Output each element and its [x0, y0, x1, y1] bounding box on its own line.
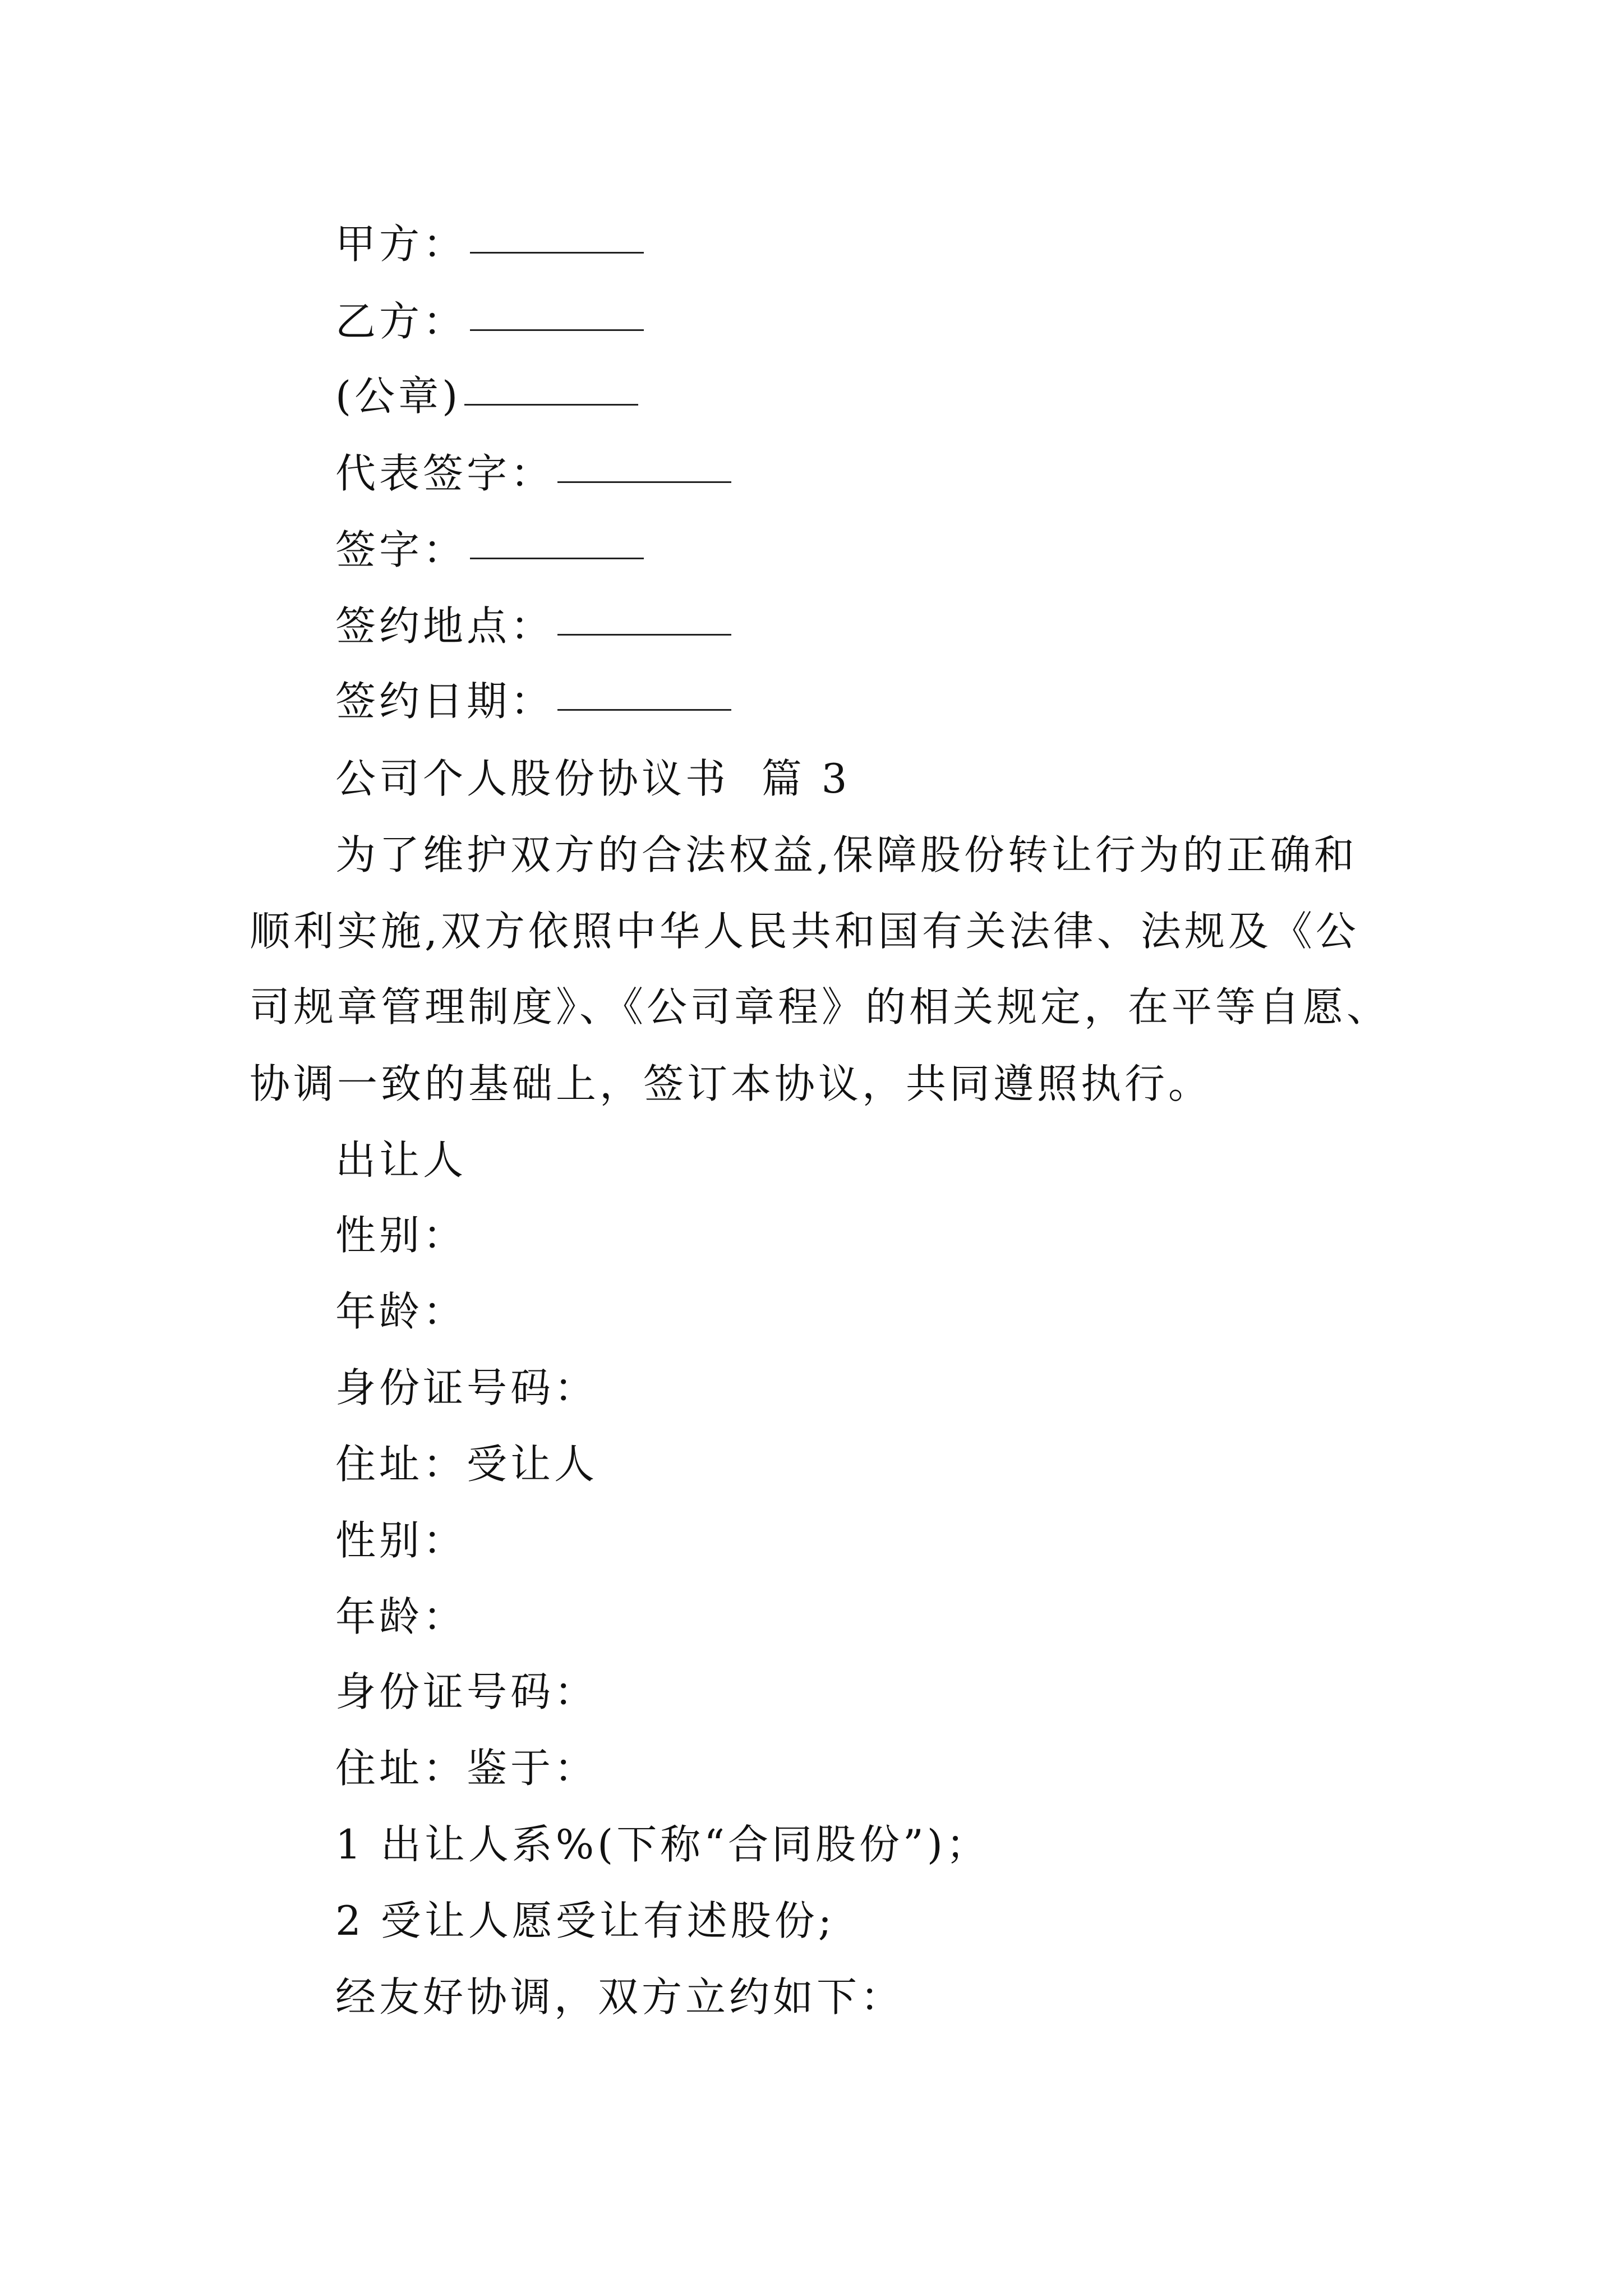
date-label: 签约日期： [335, 678, 555, 725]
intro-line-1: 为了维护双方的合法权益,保障股份转让行为的正确和 [335, 831, 1358, 878]
place-blank [557, 634, 731, 636]
transferor-title: 出让人 [335, 1137, 467, 1184]
party-b-blank [470, 329, 644, 331]
seal-line [335, 368, 638, 424]
date-blank [557, 709, 731, 711]
transferee-gender: 性别： [335, 1517, 467, 1564]
intro-line-3: 司规章管理制度》、《公司章程》的相关规定，在平等自愿、 [250, 983, 1391, 1030]
party-a-label: 甲方： [335, 220, 467, 268]
transferee-age: 年龄： [335, 1593, 467, 1640]
signature-blank [470, 558, 644, 559]
section-title: 公司个人股份协议书 篇 3 [335, 755, 851, 802]
rep-signature-line [335, 445, 731, 501]
intro-line-4: 协调一致的基础上，签订本协议，共同遵照执行。 [250, 1060, 1212, 1107]
transferee-id-number: 身份证号码： [335, 1668, 598, 1715]
transferee-address: 住址：鉴于： [335, 1745, 598, 1792]
party-a-blank [470, 252, 644, 254]
rep-signature-label: 代表签字： [335, 450, 555, 497]
transferor-gender: 性别： [335, 1212, 467, 1259]
signature-line [335, 522, 644, 578]
place-label: 签约地点： [335, 602, 555, 650]
date-line [335, 673, 731, 729]
signature-label: 签字： [335, 526, 467, 573]
recital-item-1: 1 出让人系%(下称“合同股份”)； [335, 1821, 990, 1868]
intro-line-2: 顺利实施,双方依照中华人民共和国有关法律、法规及《公 [250, 908, 1359, 955]
party-b-line [335, 293, 644, 349]
party-b-label: 乙方： [335, 298, 467, 345]
party-a-line [335, 216, 644, 272]
rep-signature-blank [557, 481, 731, 483]
transferor-address: 住址：受让人 [335, 1441, 598, 1488]
transferor-age: 年龄： [335, 1288, 467, 1335]
recital-closing: 经友好协调，双方立约如下： [335, 1973, 905, 2021]
seal-blank [464, 404, 638, 406]
seal-label: (公章) [335, 372, 462, 420]
recital-item-2: 2 受让人愿受让有述股份; [335, 1897, 835, 1944]
place-line [335, 598, 731, 654]
transferor-id-number: 身份证号码： [335, 1364, 598, 1411]
